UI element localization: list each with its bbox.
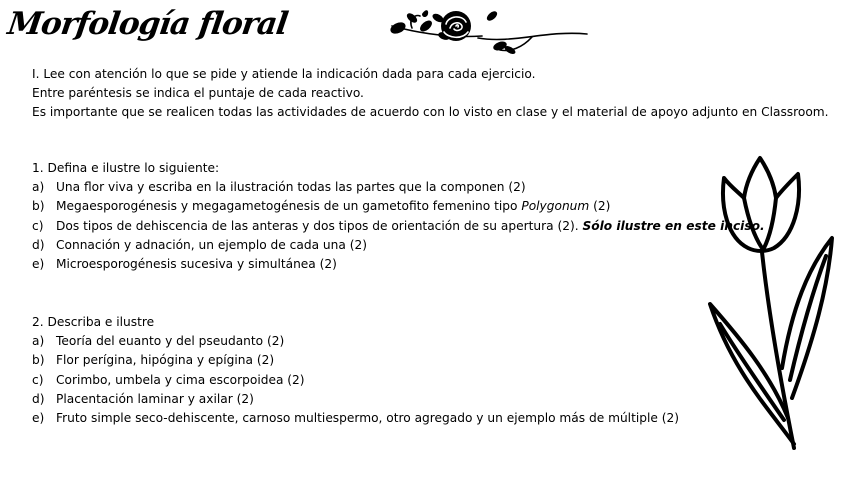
species-name: Polygonum <box>521 199 590 214</box>
section-heading: 2. Describa e ilustre <box>32 315 155 329</box>
item-letter: d) <box>32 391 45 406</box>
list-item <box>32 197 722 216</box>
item-letter: e) <box>32 411 45 426</box>
instruction-line: Entre paréntesis se indica el puntaje de cada reactivo. <box>32 86 364 101</box>
section-heading: 1. Defina e ilustre lo siguiente: <box>32 161 220 175</box>
item-letter: b) <box>32 199 45 214</box>
instruction-line: I. Lee con atención lo que se pide y atiende la indicación dada para cada ejercicio. <box>32 67 536 81</box>
tulip-icon <box>708 148 836 458</box>
rose-vine-icon <box>382 4 590 56</box>
item-list <box>32 178 765 274</box>
list-item <box>32 236 722 255</box>
list-item <box>32 409 722 428</box>
item-text: Teoría del euanto y del pseudanto (2) <box>56 334 285 349</box>
section-2 <box>32 313 722 428</box>
item-text: Connación y adnación, un ejemplo de cada una (2) <box>56 237 367 252</box>
item-note: Sólo ilustre en este inciso. <box>582 218 765 233</box>
item-list <box>32 332 722 428</box>
item-letter: a) <box>32 334 45 349</box>
item-letter: b) <box>32 353 45 368</box>
list-item <box>32 255 722 274</box>
list-item <box>32 351 722 370</box>
item-letter: e) <box>32 257 45 272</box>
list-item <box>32 217 765 236</box>
section-1 <box>32 159 765 274</box>
list-item <box>32 178 722 197</box>
instruction-line: Es importante que se realicen todas las actividades de acuerdo con lo visto en clase y el material de apoyo adjunto en Classroom. <box>32 105 829 120</box>
item-text: Una flor viva y escriba en la ilustración todas las partes que la componen (2) <box>56 180 526 195</box>
page-title: Morfología floral <box>5 6 290 42</box>
item-text: Megaesporogénesis y megagametogénesis de un gametofito femenino tipo <box>56 199 522 214</box>
list-item <box>32 390 722 409</box>
item-letter: c) <box>32 372 44 387</box>
instructions <box>32 65 829 123</box>
item-text: Placentación laminar y axilar (2) <box>56 391 254 406</box>
item-text: Microesporogénesis sucesiva y simultánea (2) <box>56 257 337 272</box>
item-letter: c) <box>32 218 44 233</box>
item-text: Fruto simple seco-dehiscente, carnoso multiespermo, otro agregado y un ejemplo más de múltiple (2) <box>56 411 679 426</box>
item-text: (2) <box>589 199 611 214</box>
item-letter: a) <box>32 180 45 195</box>
item-text: Flor perígina, hipógina y epígina (2) <box>56 353 275 368</box>
list-item <box>32 371 722 390</box>
item-text: Corimbo, umbela y cima escorpoidea (2) <box>56 372 305 387</box>
item-text: Dos tipos de dehiscencia de las anteras y dos tipos de orientación de su apertura (2). <box>56 218 583 233</box>
item-letter: d) <box>32 237 45 252</box>
list-item <box>32 332 722 351</box>
